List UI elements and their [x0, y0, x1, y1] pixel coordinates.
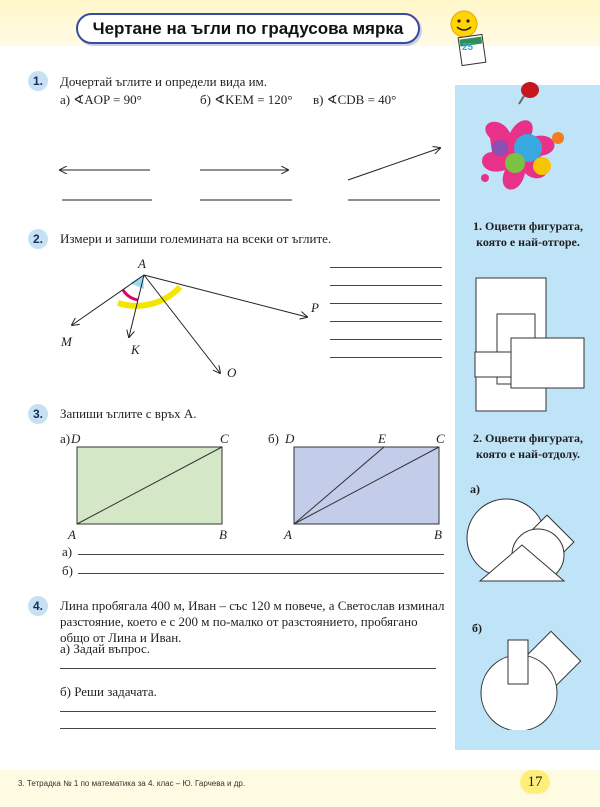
footer-band — [0, 770, 600, 807]
rect-a-A: A — [68, 527, 76, 542]
sidebar-figure-a — [460, 495, 595, 595]
rect-b-C: C — [436, 431, 445, 446]
answer-line[interactable] — [330, 285, 442, 286]
pushpin-icon — [515, 78, 545, 106]
label-O: O — [227, 365, 237, 380]
sidebar-task1: 1. Оцвети фигурата, която е най-отгоре. — [473, 219, 583, 249]
task3-text: Запиши ъглите с връх A. — [60, 406, 197, 421]
label-M: M — [61, 334, 72, 349]
paint-splash-icon — [470, 108, 580, 200]
answer-a-label: а) — [62, 544, 73, 559]
rect-a-B: B — [219, 527, 227, 542]
page-title: Чертане на ъгли по градусова мярка — [76, 13, 420, 44]
task4-line1: Лина пробягала 400 м, Иван – със 120 м повече, а Светослав изминал — [60, 598, 445, 613]
label-A: A — [138, 256, 146, 271]
rect-a-C: C — [220, 431, 229, 446]
task1-b: б) ∢KEM = 120° — [200, 92, 293, 107]
sidebar-task2: 2. Оцвети фигурата, която е най-отдолу. — [473, 431, 583, 461]
task2-angle-figure — [60, 255, 330, 385]
task1-c: в) ∢CDB = 40° — [313, 92, 397, 107]
page-number: 17 — [520, 770, 550, 794]
label-P: P — [311, 300, 319, 315]
rect-b-A: A — [284, 527, 292, 542]
rectangle-a — [76, 446, 224, 526]
task2-text: Измери и запиши големината на всеки от ъглите. — [60, 231, 332, 246]
overlapping-rectangles-figure — [460, 270, 595, 415]
calendar-day: 25 — [462, 42, 474, 53]
answer-line[interactable] — [60, 728, 436, 729]
answer-line-a[interactable] — [78, 554, 444, 555]
answer-line-b[interactable] — [78, 573, 444, 574]
rectangle-b — [293, 446, 441, 526]
rect-b-E: E — [378, 431, 386, 446]
rect-a-prefix: а) — [60, 431, 71, 446]
sidebar-figure-b — [460, 620, 595, 730]
task4-line3: общо от Лина и Иван. — [60, 630, 182, 645]
task2-number: 2. — [28, 229, 48, 249]
rect-b-D: D — [285, 431, 295, 446]
rect-b-B: B — [434, 527, 442, 542]
answer-line[interactable] — [330, 321, 442, 322]
task3-number: 3. — [28, 404, 48, 424]
task4-question-a: а) Задай въпрос. — [60, 641, 151, 656]
label-K: K — [131, 342, 140, 357]
answer-line[interactable] — [330, 339, 442, 340]
answer-line[interactable] — [330, 267, 442, 268]
answer-line[interactable] — [330, 303, 442, 304]
rect-a-D: D — [71, 431, 81, 446]
footer-text: 3. Тетрадка № 1 по математика за 4. клас – Ю. Гарчева и др. — [18, 779, 246, 788]
answer-line[interactable] — [60, 711, 436, 712]
task4-number: 4. — [28, 596, 48, 616]
task1-number: 1. — [28, 71, 48, 91]
sidebar-label-b: б) — [472, 621, 482, 635]
sidebar-label-a: а) — [470, 482, 480, 496]
calendar-mascot-icon — [440, 8, 490, 68]
task4-line2: разстояние, което е с 200 м по-малко от разстоянието, пробягано — [60, 614, 418, 629]
task4-question-b: б) Реши задачата. — [60, 684, 157, 699]
task1-rays — [50, 140, 450, 210]
answer-b-label: б) — [62, 563, 73, 578]
rect-b-prefix: б) — [268, 431, 279, 446]
task1-a: а) ∢AOP = 90° — [60, 92, 142, 107]
task1-text: Дочертай ъглите и определи вида им. — [60, 74, 268, 89]
answer-line[interactable] — [60, 668, 436, 669]
answer-line[interactable] — [330, 357, 442, 358]
